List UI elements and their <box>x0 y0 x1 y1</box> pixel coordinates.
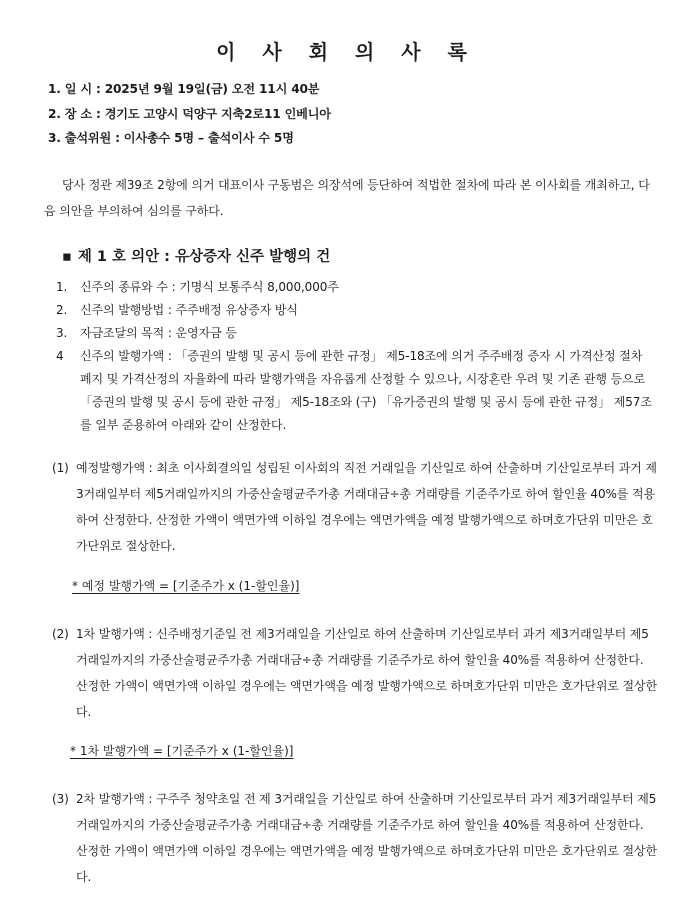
list-item <box>56 276 656 299</box>
price-paragraph-2 <box>52 621 657 725</box>
paragraph-text: 예정발행가액 : 최초 이사회결의일 성립된 이사회의 직전 거래일을 기산일로 하여 산출하며 기산일로부터 과거 제3거래일부터 제5거래일까지의 가중산술평균주가총 거래대금÷총 거래량를 기준주가로 하여 할인율 40%를 적용하여 산정한다. 산정한 가액이 액면가액 이하일 경우에는 액면가액을 예정 발행가액으로 하며호가단위 미만은 호가단위로 절상한다. <box>76 461 657 553</box>
agenda-heading <box>62 245 330 266</box>
paragraph-number: (3) <box>52 792 69 806</box>
item-text: 자금조달의 목적 : 운영자금 등 <box>80 326 237 340</box>
item-number: 3. <box>56 326 68 340</box>
formula-first-price: * 1차 발행가액 = [기준주가 x (1-할인율)] <box>70 744 294 758</box>
list-item <box>56 345 656 437</box>
paragraph-number: (1) <box>52 461 69 475</box>
meeting-location: 2. 장 소 : 경기도 고양시 덕양구 지축2로11 인베니아 <box>48 107 331 121</box>
item-number: 1. <box>56 280 68 294</box>
list-item <box>56 322 656 345</box>
document-title: 이 사 회 의 사 록 <box>216 40 477 64</box>
item-text: 신주의 종류와 수 : 기명식 보통주식 8,000,000주 <box>80 280 339 294</box>
intro-paragraph: 당사 정관 제39조 2항에 의거 대표이사 구동범은 의장석에 등단하여 적법한 절차에 따라 본 이사회를 개최하고, 다음 의안을 부의하여 심의를 구하다. <box>44 178 650 218</box>
price-paragraph-1 <box>52 455 657 559</box>
paragraph-number: (2) <box>52 627 69 641</box>
agenda-bullet-icon: ▪ <box>62 249 72 265</box>
formula-expected-price: * 예정 발행가액 = [기준주가 x (1-할인율)] <box>72 579 300 593</box>
paragraph-text: 1차 발행가액 : 신주배정기준일 전 제3거래일을 기산일로 하여 산출하며 기산일로부터 과거 제3거래일부터 제5거래일까지의 가중산술평균주가총 거래대금÷총 거래량를 기준주가로 하여 할인율 40%를 적용하여 산정한다. 산정한 가액이 액면가액 이하일 경우에는 액면가액을 예정 발행가액으로 하며호가단위 미만은 호가단위로 절상한다. <box>76 627 657 719</box>
agenda-title: 제 1 호 의안 : 유상증자 신주 발행의 건 <box>77 249 331 265</box>
paragraph-text: 2차 발행가액 : 구주주 청약초일 전 제 3거래일을 기산일로 하여 산출하며 기산일로부터 과거 제3거래일부터 제5거래일까지의 가중산술평균주가총 거래대금÷총 거래량를 기준주가로 하여 할인율 40%를 적용하여 산정한다. 산정한 가액이 액면가액 이하일 경우에는 액면가액을 예정 발행가액으로 하며호가단위 미만은 호가단위로 절상한다. <box>76 792 657 884</box>
list-item <box>56 299 656 322</box>
price-paragraph-3 <box>52 786 657 890</box>
meeting-date: 1. 일 시 : 2025년 9월 19일(금) 오전 11시 40분 <box>48 82 320 96</box>
item-text: 신주의 발행방법 : 주주배정 유상증자 방식 <box>80 303 298 317</box>
attendance: 3. 출석위원 : 이사총수 5명 – 출석이사 수 5명 <box>48 131 294 145</box>
item-number: 2. <box>56 303 68 317</box>
item-text: 신주의 발행가액 : 「증권의 발행 및 공시 등에 관한 규정」 제5-18조에 의거 주주배정 증자 시 가격산정 절차 폐지 및 가격산정의 자율화에 따라 발행가액을 자유롭게 산정할 수 있으나, 시장혼란 우려 및 기존 관행 등으로 「증권의 발행 및 공시 등에 관한 규정」 제5-18조와 (구) 「유가증권의 발행 및 공시 등에 관한 규정」 제57조를 일부 준용하여 아래와 같이 산정한다. <box>80 349 652 432</box>
item-number: 4 <box>56 349 64 363</box>
